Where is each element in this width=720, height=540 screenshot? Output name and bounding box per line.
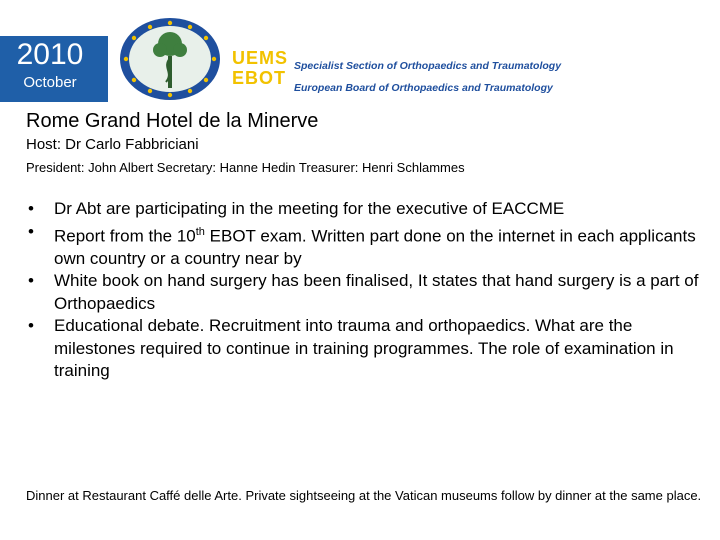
agenda-item-text: Educational debate. Recruitment into trauma and orthopaedics. What are the milestones required to continue in training programmes. The role of examination in training bbox=[54, 316, 674, 381]
uems-emblem-logo bbox=[118, 16, 222, 102]
meeting-title: Rome Grand Hotel de la Minerve bbox=[26, 110, 319, 132]
logo-line-specialist-section: Specialist Section of Orthopaedics and Traumatology bbox=[294, 60, 562, 72]
month-label: October bbox=[23, 74, 77, 91]
meeting-host: Host: Dr Carlo Fabbriciani bbox=[26, 136, 199, 153]
agenda-item bbox=[26, 315, 706, 383]
agenda-item bbox=[26, 221, 706, 271]
agenda-item-text-cont: EBOT exam. Written part done on the internet in each applicants own country or a country near by bbox=[54, 226, 696, 268]
agenda-item-text: White book on hand surgery has been finalised, It states that hand surgery is a part of Orthopaedics bbox=[54, 271, 699, 313]
agenda-item bbox=[26, 198, 706, 221]
dinner-note: Dinner at Restaurant Caffé delle Arte. Private sightseeing at the Vatican museums follow by dinner at the same place. bbox=[26, 488, 702, 503]
meeting-officers: President: John Albert Secretary: Hanne Hedin Treasurer: Henri Schlammes bbox=[26, 160, 465, 175]
date-badge bbox=[0, 36, 108, 102]
agenda-item-text: Dr Abt are participating in the meeting for the executive of EACCME bbox=[54, 199, 565, 218]
agenda-item bbox=[26, 270, 706, 315]
logo-ebot-text: EBOT bbox=[232, 68, 287, 88]
ebot-wordmark bbox=[232, 46, 652, 102]
ordinal-suffix: th bbox=[195, 225, 205, 238]
year-label: 2010 bbox=[16, 38, 84, 71]
agenda-item-text: Report from the 10 bbox=[54, 226, 196, 246]
agenda-list bbox=[26, 198, 706, 383]
logo-line-european-board: European Board of Orthopaedics and Traumatology bbox=[294, 82, 553, 94]
logo-uems-text: UEMS bbox=[232, 48, 289, 68]
